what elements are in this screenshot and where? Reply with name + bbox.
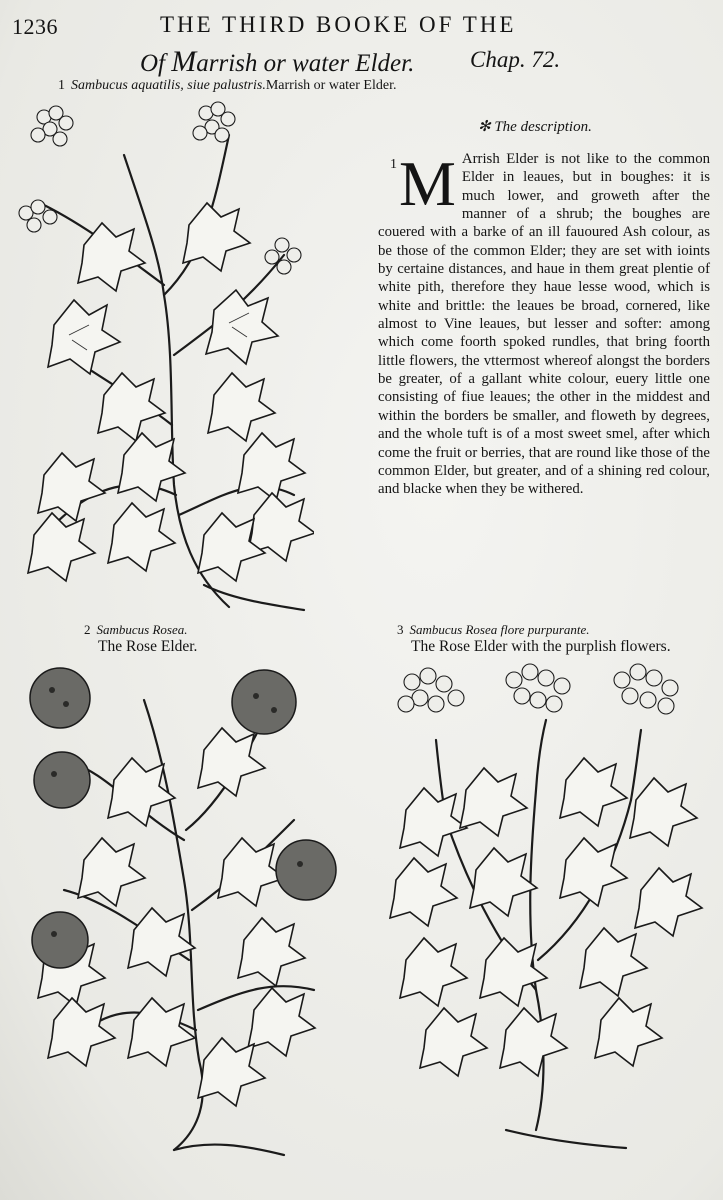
chapter-title-rest: arrish or water Elder.: [196, 50, 415, 77]
purplish-flower-cluster-icon: [398, 664, 678, 714]
rose-ball-icon: [30, 668, 336, 968]
figure-2-number: 2: [84, 622, 91, 637]
paragraph-number: 1: [390, 157, 397, 172]
figure-2-caption: [84, 622, 304, 656]
figure-3-latin-line: [397, 622, 717, 638]
figure-3-number: 3: [397, 622, 404, 637]
figure-1-latin-name: Sambucus aquatilis, siue palustris.: [71, 78, 266, 93]
chapter-number: Chap. 72.: [470, 47, 561, 72]
figure-1-caption: [58, 78, 396, 94]
figure-2-latin-name: Sambucus Rosea.: [96, 622, 188, 637]
figure-2-woodcut: [24, 660, 344, 1170]
figure-3-caption: [397, 622, 717, 656]
page-number: 1236: [12, 14, 58, 39]
figure-3-woodcut: [386, 660, 706, 1160]
chapter-title-capital: M: [171, 45, 197, 78]
drop-cap: M: [399, 148, 456, 219]
figure-1-woodcut: [14, 95, 314, 620]
description-heading-text: The description.: [494, 119, 592, 135]
figure-3-latin-name: Sambucus Rosea flore purpurante.: [409, 622, 590, 637]
flower-cluster-icon: [19, 102, 301, 274]
description-heading: ✻ The description.: [478, 119, 592, 135]
chapter-title-prefix: Of: [140, 50, 172, 77]
figure-2-english-name: The Rose Elder.: [98, 638, 198, 655]
figure-3-english-name: The Rose Elder with the purplish flowers.: [411, 638, 671, 655]
figure-2-latin-line: [84, 622, 304, 638]
figure-1-number: 1: [58, 78, 65, 93]
chapter-title: [140, 45, 414, 79]
figure-1-english-name: Marrish or water Elder.: [265, 78, 397, 93]
running-head: THE THIRD BOOKE OF THE: [160, 12, 517, 37]
description-paragraph: Arrish Elder is not like to the common Elder in leaues, but in boughes: it is much lower, and groweth after the manner of a shrub; the boughes are couered with a barke of an ill fauoured Ash colour, as be those of the common Elder; they are set with ioints by certaine distances, and haue in them great plentie of white pith, therefore they haue lesse wood, which is white and brittle: the leaues be broad, cornered, like almost to Vine leaues, but lesser and softer: among which come foorth spoked rundles, that bring foorth little flowers, the vttermost whereof alongst the borders be greater, of a gallant white colour, euery little one consisting of fiue leaues; the other in the middest and within the borders be smaller, and floweth by degrees, and the whole tuft is of a most sweet smel, after which come the fruit or berries, that are round like those of the common Elder, but greater, and of a shining red colour, and blacke when they be withered.: [378, 151, 710, 498]
description-text-block: [378, 150, 710, 499]
